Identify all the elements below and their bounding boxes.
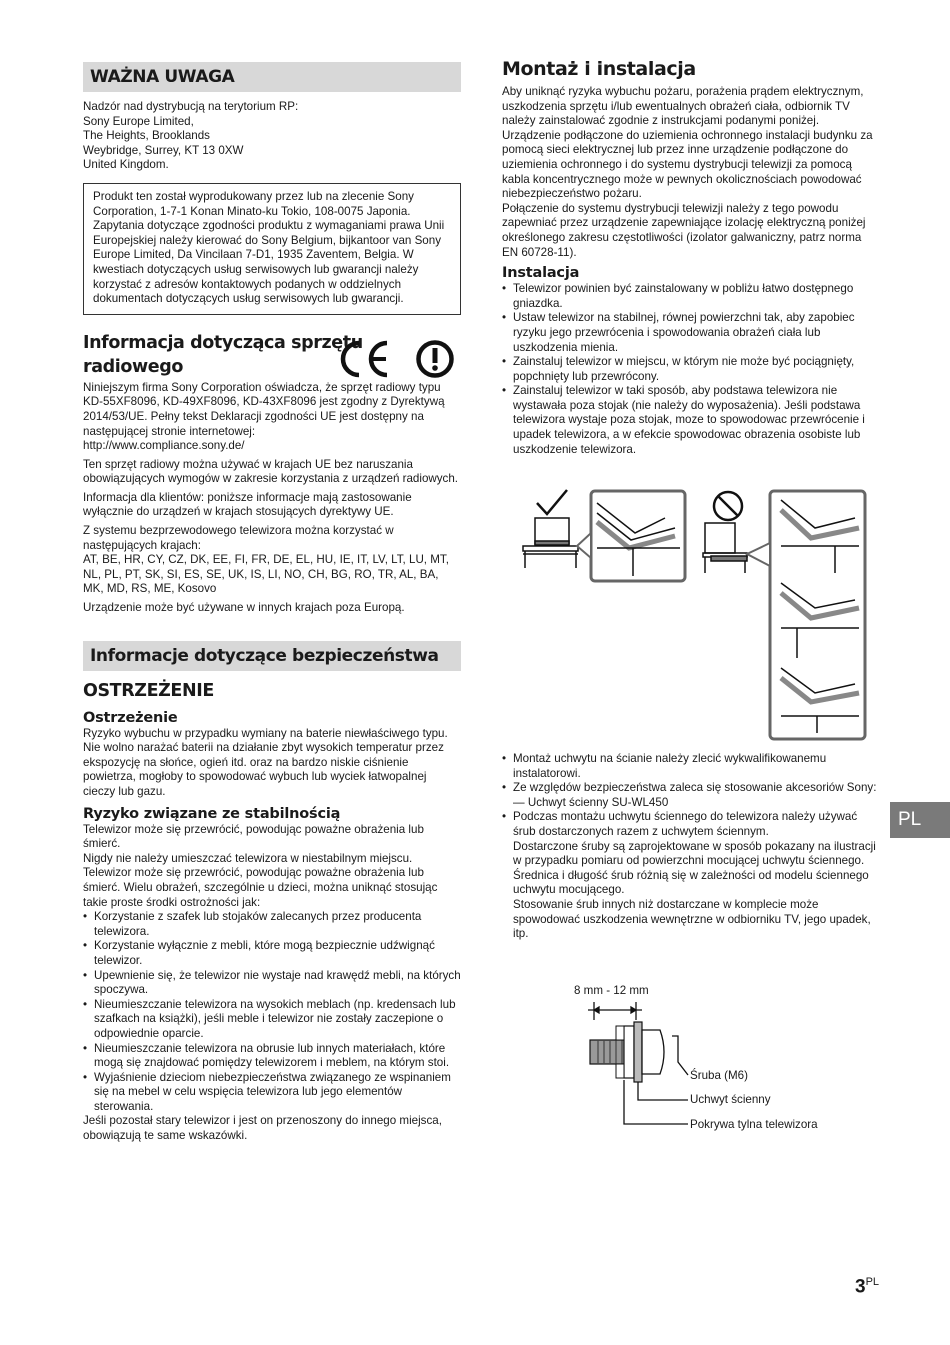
correct-placement-icon bbox=[523, 518, 578, 568]
address-line: Sony Europe Limited, bbox=[83, 114, 194, 128]
mount-heading: Montaż i instalacja bbox=[502, 58, 696, 80]
wall-bracket-model: — Uchwyt ścienny SU-WL450 bbox=[513, 795, 669, 809]
list-item: • Korzystanie z szafek lub stojaków zalecanych przez producenta telewizora. bbox=[83, 910, 422, 938]
install-heading: Instalacja bbox=[502, 265, 580, 282]
incorrect-placement-icon bbox=[703, 523, 747, 573]
address-line: Weybridge, Surrey, KT 13 0XW bbox=[83, 143, 244, 157]
wall-mount-section bbox=[502, 752, 880, 942]
battery-warning-text: Nie wolno narażać baterii na działanie zbyt wysokich temperatur przez ekspozycję na słońce, ogień itd. oraz na bardzo niskie ciśnienie powietrza, mogłoby to spowodować wybuch lub wyciek łatwopalnej cieczy lub gazu. bbox=[83, 741, 444, 798]
list-item: • Wyjaśnienie dzieciom niebezpieczeństwa związanego ze wspinaniem się na mebel w celu wspięcia telewizora lub jego elementów sterowania. bbox=[83, 1070, 451, 1113]
page-number-value: 3 bbox=[855, 1276, 866, 1298]
screw-label: Śruba (M6) bbox=[690, 1069, 748, 1082]
outside-europe-text: Urządzenie może być używane w innych krajach poza Europą. bbox=[83, 601, 405, 615]
stability-heading: Ryzyko związane ze stabilnością bbox=[83, 805, 341, 822]
address-line: United Kingdom. bbox=[83, 158, 169, 172]
screw-info: Średnica i długość śrub różnią się w zależności od modelu ściennego uchwytu mocującego. bbox=[513, 868, 869, 897]
list-item: • Upewnienie się, że telewizor nie wystaje nad krawędź mebli, na których spoczywa. bbox=[83, 968, 461, 997]
screw-info: Stosowanie śrub innych niż dostarczane w komplecie może spowodować uszkodzenia wewnętrzne w odbiorniku TV, jego upadek, itp. bbox=[513, 897, 871, 941]
list-item: • Nieumieszczanie telewizora na obrusie lub innych materiałach, które mogą się znajdować pomiędzy telewizorem i meblem, na którym stoi. bbox=[83, 1041, 450, 1070]
manufacturer-box bbox=[83, 183, 461, 315]
list-item: • Podczas montażu uchwytu ściennego do telewizora należy używać śrub dostarczonych razem z uchwytem ściennym. bbox=[502, 810, 858, 838]
address-line: Nadzór nad dystrybucją na terytorium RP: bbox=[83, 100, 299, 113]
mount-text: Połączenie do systemu dystrybucji telewizji należy z tego powodu zapewniać przez urządzenie zapewniające izolację elektryczną poniżej określonego zakresu częstotliwości (izolator galwaniczny, patrz norma EN 60728-11). bbox=[502, 201, 866, 259]
radio-heading-line: Informacja dotycząca sprzętu bbox=[83, 332, 363, 353]
left-column bbox=[83, 62, 461, 1144]
radio-section bbox=[83, 331, 461, 616]
tv-placement-illustration bbox=[515, 488, 875, 743]
radio-heading-line: radiowego bbox=[83, 356, 183, 377]
bracket-label: Uchwyt ścienny bbox=[690, 1093, 771, 1106]
stability-text: Telewizor może się przewrócić, powodując poważne obrażenia lub śmierć. bbox=[83, 822, 424, 851]
wall-mount-list bbox=[502, 810, 880, 839]
list-item: • Ustaw telewizor na stabilnej, równej powierzchni tak, aby zapobiec ryzyku jego przewrócenia i spowodowania obrażeń ciała lub uszkodzenia mienia. bbox=[502, 311, 855, 354]
rear-cover-label: Pokrywa tylna telewizora bbox=[690, 1118, 818, 1131]
manufacturer-text: Produkt ten został wyprodukowany przez lub na zlecenie Sony Corporation, 1-7-1 Konan Minato-ku Tokio, 108-0075 Japonia. Zapytania dotyczące zgodności produktu z wymaganiami prawa Unii Europejskiej należy kierować do Sony Belgium, bijkantoor van Sony Europe Limited, Da Vincilaan 7-D1, 1935 Zaventem, Belgia. W kwestiach dotyczących usług serwisowych lub gwarancji należy korzystać z adresów kontaktowych podanych w oddzielnych dokumentach dotyczących usług serwisowych lub gwarancji. bbox=[93, 189, 445, 306]
notice-heading: WAŻNA UWAGA bbox=[83, 62, 461, 92]
country-list: AT, BE, HR, CY, CZ, DK, EE, FI, FR, DE, EL, HU, IE, IT, LV, LT, LU, MT, NL, PL, PT, SK, SI, ES, SE, UK, IS, LI, NO, CH, BG, RO, TR, AL, BA, MK, MD, RS, ME, Kosovo bbox=[83, 553, 449, 596]
ce-mark-icon bbox=[337, 339, 457, 379]
safety-heading: Informacje dotyczące bezpieczeństwa bbox=[83, 641, 461, 671]
distributor-address bbox=[83, 100, 461, 173]
stability-text: Nigdy nie należy umieszczać telewizora w niestabilnym miejscu. Telewizor może się przewrócić, powodując poważne obrażenia lub śmierć. Wielu obrażeń, szczególnie u dzieci, można uniknąć stosując takie proste środki ostrożności jak: bbox=[83, 851, 438, 909]
battery-warning-text: Ryzyko wybuchu w przypadku wymiany na baterie niewłaściwego typu. bbox=[83, 726, 448, 740]
screw-info: Dostarczone śruby są zaprojektowane w sposób pokazany na ilustracji w przypadku pomiaru od powierzchni mocującej uchwytu ściennego. bbox=[513, 839, 876, 868]
prohibited-icon bbox=[714, 492, 742, 520]
mount-text: Urządzenie podłączone do uziemienia ochronnego instalacji budynku za pomocą sieci elektrycznej lub przez inne urządzenie podłączone do uziemienia ochronnego i do systemu dystrybucji telewizji za pomocą kabla koncentrycznego może w pewnych okolicznościach powodować niebezpieczeństwo pożaru. bbox=[502, 128, 873, 201]
warning-title: OSTRZEŻENIE bbox=[83, 680, 214, 701]
list-item: • Zainstaluj telewizor w taki sposób, aby podstawa telewizora nie wystawała poza stojak (nie należy do wyposażenia). Jeśli podstawa telewizora wystaje poza stojak, moze to spowodowac przewrócenie i upadek telewizora, a w efekcie spowodowac obrazenia osobiste lub uszkodzenie telewizora. bbox=[502, 384, 865, 456]
wall-mount-list bbox=[502, 752, 880, 796]
list-item: • Korzystanie wyłącznie z mebli, które mogą bezpiecznie udźwignąć telewizor. bbox=[83, 939, 435, 967]
battery-warning-heading: Ostrzeżenie bbox=[83, 709, 178, 726]
stability-list bbox=[83, 910, 461, 1114]
list-item: • Ze względów bezpieczeństwa zaleca się stosowanie akcesoriów Sony: bbox=[502, 781, 877, 795]
install-list bbox=[502, 282, 880, 457]
list-item: • Zainstaluj telewizor w miejscu, w którym nie może być pociągnięty, popchnięty lub przewrócony. bbox=[502, 355, 855, 383]
screw-diagram bbox=[560, 982, 880, 1137]
customer-info: Informacja dla klientów: poniższe informacje mają zastosowanie wyłącznie do urządzeń w krajach stosujących dyrektywy UE. bbox=[83, 490, 412, 519]
compliance-url: http://www.compliance.sony.de/ bbox=[83, 439, 245, 453]
mount-text: Aby uniknąć ryzyka wybuchu pożaru, porażenia prądem elektrycznym, uszkodzenia sprzętu i/lub ewentualnych obrażeń ciała, odbiornik TV należy zainstalować zgodnie z instrukcjami podanymi poniżej. bbox=[502, 85, 864, 128]
language-tab: PL bbox=[890, 802, 950, 838]
page-number-suffix: PL bbox=[865, 1276, 880, 1288]
list-item: • Telewizor powinien być zainstalowany w pobliżu łatwo dostępnego gniazdka. bbox=[502, 282, 854, 310]
list-item: • Nieumieszczanie telewizora na wysokich meblach (np. kredensach lub szafkach na książki), jeśli meble i telewizor nie zostały zaczepione o odpowiednie oparcie. bbox=[83, 997, 456, 1040]
address-line: The Heights, Brooklands bbox=[83, 129, 210, 143]
radio-declaration: Niniejszym firma Sony Corporation oświadcza, że sprzęt radiowy typu KD-55XF8096, KD-49XF8096, KD-43XF8096 jest zgodny z Dyrektywą 2014/53/UE. Pełny tekst Deklaracji zgodności UE jest dostępny na następującej stronie internetowej: bbox=[83, 380, 445, 438]
relocation-note: Jeśli pozostał stary telewizor i jest on przenoszony do innego miejsca, obowiązują te same wskazówki. bbox=[83, 1114, 442, 1143]
wireless-countries-intro: Z systemu bezprzewodowego telewizora można korzystać w następujących krajach: bbox=[83, 524, 394, 552]
page-number bbox=[855, 1275, 880, 1298]
screw-icon bbox=[560, 1000, 700, 1130]
right-column bbox=[502, 56, 880, 457]
screw-length-label: 8 mm - 12 mm bbox=[574, 984, 649, 997]
list-item: • Montaż uchwytu na ścianie należy zlecić wykwalifikowanemu instalatorowi. bbox=[502, 752, 827, 780]
radio-usage-text: Ten sprzęt radiowy można używać w krajach UE bez naruszania obowiązujących wymogów w zakresie korzystania z urządzeń radiowych. bbox=[83, 457, 459, 486]
checkmark-icon bbox=[537, 490, 567, 514]
